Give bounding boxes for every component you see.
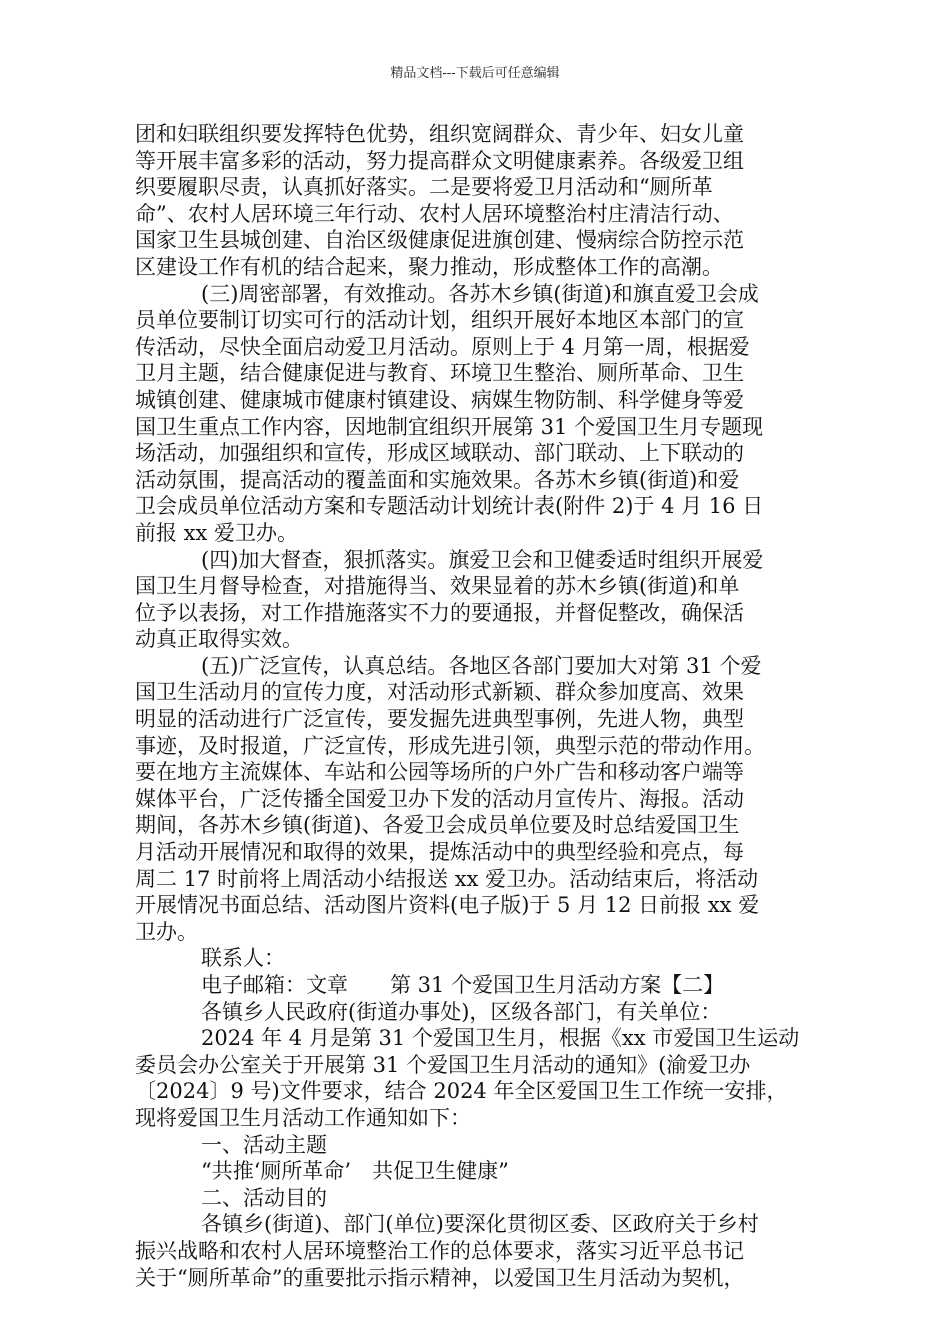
text-line: 关于“厕所革命”的重要批示指示精神，以爱国卫生月活动为契机，: [135, 1265, 745, 1290]
text-line: 传活动，尽快全面启动爱卫月活动。原则上于 4 月第一周，根据爱: [135, 334, 750, 359]
text-line: 事迹，及时报道，广泛宣传，形成先进引领，典型示范的带动作用。: [135, 733, 765, 758]
text-line: 联系人：: [201, 946, 285, 971]
text-line: 卫会成员单位活动方案和专题活动计划统计表(附件 2)于 4 月 16 日: [135, 494, 764, 519]
text-line: “共推‘厕所革命’ 共促卫生健康”: [201, 1159, 509, 1184]
text-line: 周二 17 时前将上周活动小结报送 xx 爱卫办。活动结束后，将活动: [135, 866, 759, 891]
text-line: 振兴战略和农村人居环境整治工作的总体要求，落实习近平总书记: [135, 1238, 744, 1263]
text-line: 现将爱国卫生月活动工作通知如下：: [135, 1105, 471, 1130]
text-line: 前报 xx 爱卫办。: [135, 520, 299, 545]
text-line: 员单位要制订切实可行的活动计划，组织开展好本地区本部门的宣: [135, 308, 744, 333]
text-line: 〔2024〕9 号)文件要求，结合 2024 年全区爱国卫生工作统一安排，: [135, 1079, 788, 1104]
text-line: 各镇乡人民政府(街道办事处)，区级各部门，有关单位：: [201, 999, 722, 1024]
text-line: 2024 年 4 月是第 31 个爱国卫生月，根据《xx 市爱国卫生运动: [201, 1026, 800, 1051]
text-line: 二、活动目的: [201, 1185, 327, 1210]
text-line: (四)加大督查，狠抓落实。旗爱卫会和卫健委适时组织开展爱: [201, 547, 764, 572]
text-line: 城镇创建、健康城市健康村镇建设、病媒生物防制、科学健身等爱: [135, 387, 744, 412]
text-line: 委员会办公室关于开展第 31 个爱国卫生月活动的通知》(渝爱卫办: [135, 1052, 751, 1077]
text-line: 国卫生月督导检查，对措施得当、效果显着的苏木乡镇(街道)和单: [135, 574, 740, 599]
text-line: 团和妇联组织要发挥特色优势，组织宽阔群众、青少年、妇女儿童: [135, 122, 744, 146]
text-line: 织要履职尽责，认真抓好落实。二是要将爱卫月活动和“厕所革: [135, 175, 713, 200]
page-header: 精品文档---下载后可任意编辑: [390, 66, 560, 81]
text-line: 月活动开展情况和取得的效果，提炼活动中的典型经验和亮点，每: [135, 840, 744, 865]
text-line: (三)周密部署，有效推动。各苏木乡镇(街道)和旗直爱卫会成: [201, 281, 759, 306]
text-line: 国卫生活动月的宣传力度，对活动形式新颖、群众参加度高、效果: [135, 680, 744, 705]
text-line: 期间，各苏木乡镇(街道)、各爱卫会成员单位要及时总结爱国卫生: [135, 813, 740, 838]
text-line: 国卫生重点工作内容，因地制宜组织开展第 31 个爱国卫生月专题现: [135, 414, 764, 439]
text-line: (五)广泛宣传，认真总结。各地区各部门要加大对第 31 个爱: [201, 653, 762, 678]
text-line: 国家卫生县城创建、自治区级健康促进旗创建、慢病综合防控示范: [135, 228, 744, 253]
text-line: 区建设工作有机的结合起来，聚力推动，形成整体工作的高潮。: [135, 254, 723, 279]
text-line: 场活动，加强组织和宣传，形成区域联动、部门联动、上下联动的: [135, 441, 744, 466]
text-line: 位予以表扬，对工作措施落实不力的要通报，并督促整改，确保活: [135, 600, 744, 625]
text-line: 要在地方主流媒体、车站和公园等场所的户外广告和移动客户端等: [135, 760, 744, 785]
text-line: 动真正取得实效。: [135, 627, 303, 652]
text-line: 卫月主题，结合健康促进与教育、环境卫生整治、厕所革命、卫生: [135, 361, 744, 386]
text-line: 各镇乡(街道)、部门(单位)要深化贯彻区委、区政府关于乡村: [201, 1212, 759, 1237]
text-line: 媒体平台，广泛传播全国爱卫办下发的活动月宣传片、海报。活动: [135, 786, 744, 811]
text-line: 命”、农村人居环境三年行动、农村人居环境整治村庄清洁行动、: [135, 201, 734, 226]
text-line: 电子邮箱：文章 第 31 个爱国卫生月活动方案【二】: [201, 973, 725, 997]
document-body: [135, 121, 825, 1291]
text-line: 等开展丰富多彩的活动，努力提高群众文明健康素养。各级爱卫组: [135, 148, 744, 173]
text-line: 一、活动主题: [201, 1132, 327, 1157]
text-line: 开展情况书面总结、活动图片资料(电子版)于 5 月 12 日前报 xx 爱: [135, 893, 760, 918]
text-line: 明显的活动进行广泛宣传，要发掘先进典型事例，先进人物，典型: [135, 707, 744, 732]
text-line: 活动氛围，提高活动的覆盖面和实施效果。各苏木乡镇(街道)和爱: [135, 467, 740, 492]
text-line: 卫办。: [135, 919, 198, 944]
